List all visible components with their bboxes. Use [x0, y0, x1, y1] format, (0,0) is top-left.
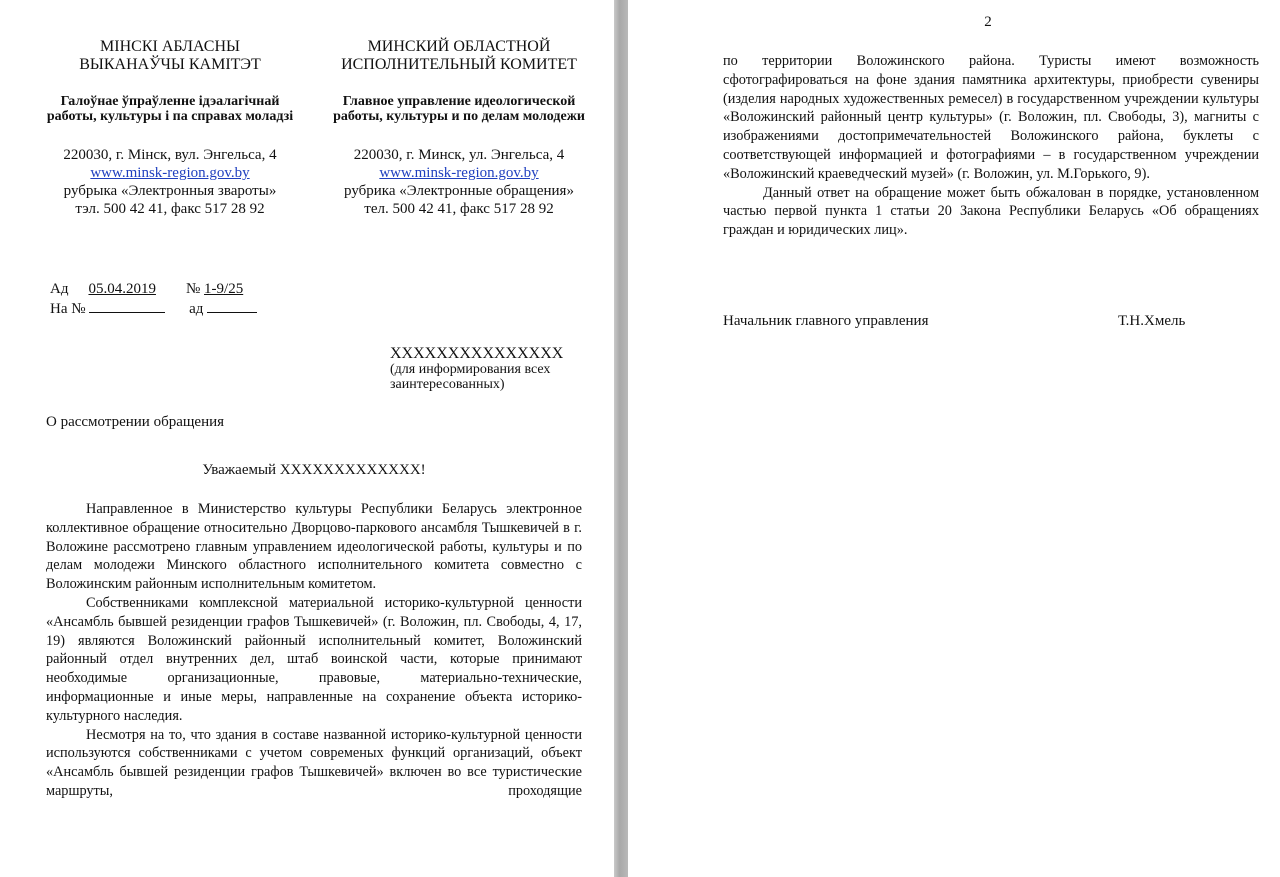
- header-russian: [318, 38, 600, 218]
- phone-ru: тел. 500 42 41, факс 517 28 92: [364, 201, 554, 217]
- ad2-label: ад: [189, 301, 204, 317]
- ad2-date-blank: [207, 299, 257, 313]
- dept-name-by: Галоўнае ўпраўленне ідэалагічнай работы, культуры і па справах моладзі: [46, 94, 294, 124]
- rubric-ru: рубрика «Электронные обращения»: [344, 183, 574, 199]
- document-page-1: [0, 0, 614, 877]
- document-page-2: [628, 0, 1280, 877]
- website-link-ru[interactable]: www.minsk-region.gov.by: [379, 165, 539, 181]
- recipient-note: (для информирования всех заинтересованных): [390, 362, 551, 392]
- registration-block: [50, 280, 290, 319]
- recipient-block: [390, 345, 600, 392]
- page-number: 2: [984, 14, 992, 30]
- org-name-ru-line2: ИСПОЛНИТЕЛЬНЫЙ КОМИТЕТ: [341, 56, 577, 73]
- letter-body-page2: [723, 52, 1259, 240]
- body-paragraph-3: Несмотря на то, что здания в составе названной историко-культурной ценности используются собственниками с учетом современых функций организаций, объект «Ансамбль бывшей резиденции графов Тышкевичей» включен во все туристические маршруты, проходящие: [46, 726, 582, 799]
- appeal-paragraph: Данный ответ на обращение может быть обжалован в порядке, установленном частью первой пункта 1 статьи 20 Закона Республики Беларусь «Об обращениях граждан и юридических лиц».: [723, 184, 1259, 239]
- body-paragraph-1: Направленное в Министерство культуры Республики Беларусь электронное коллективное обращение относительно Дворцово-паркового ансамбля Тышкевичей в г. Воложине рассмотрено главным управлением идеологической работы, культуры и по делам молодежи Минского областного исполнительного комитета совместно с Воложинским районным исполнительным комитетом.: [46, 501, 582, 593]
- subject-line: О рассмотрении обращения: [46, 414, 225, 430]
- address-by: 220030, г. Мінск, вул. Энгельса, 4: [63, 147, 277, 163]
- letter-date: 05.04.2019: [88, 281, 156, 297]
- page-gutter: [614, 0, 628, 877]
- address-ru: 220030, г. Минск, ул. Энгельса, 4: [353, 147, 565, 163]
- ad-label: Ад: [50, 281, 69, 297]
- header-belarusian: [40, 38, 300, 218]
- num-label: №: [185, 281, 201, 297]
- phone-by: тэл. 500 42 41, факс 517 28 92: [75, 201, 265, 217]
- signature-title: Начальник главного управления: [723, 313, 929, 329]
- salutation: Уважаемый XXXXXXXXXXXXX!: [202, 462, 426, 478]
- org-name-by-line1: МІНСКІ АБЛАСНЫ: [100, 38, 240, 55]
- na-label: На №: [50, 301, 86, 317]
- dept-name-ru: Главное управление идеологической работы, культуры и по делам молодежи: [333, 94, 585, 124]
- letter-body-page1: [46, 500, 582, 801]
- recipient-name: XXXXXXXXXXXXXXX: [390, 345, 564, 362]
- body-paragraph-continued: по территории Воложинского района. Туристы имеют возможность сфотографироваться на фоне здания памятника архитектуры, приобрести сувениры (изделия народных художественных ремесел) в государственном учреждении культуры «Воложинский районный центр культуры» (г. Воложин, пл. Свободы, 3), магниты с изображениями достопримечательностей Воложинского района, буклеты с соответствующей информацией и фотографиями – в государственном учреждении «Воложинский краеведческий музей» (г. Воложин, ул. М.Горького, 9).: [723, 53, 1259, 182]
- signature-name: Т.Н.Хмель: [1118, 313, 1186, 329]
- rubric-by: рубрыка «Электронныя звароты»: [63, 183, 277, 199]
- website-link-by[interactable]: www.minsk-region.gov.by: [90, 165, 250, 181]
- letter-number: 1-9/25: [204, 281, 244, 297]
- body-paragraph-2: Собственниками комплексной материальной историко-культурной ценности «Ансамбль бывшей резиденции графов Тышкевичей» (г. Воложин, пл. Свободы, 4, 17, 19) являются Воложинский районный исполнительный комитет, Воложинский районный отдел внутренних дел, штаб воинской части, которые принимают необходимые организационные, правовые, материально-технические, информационные и иные меры, направленные на сохранение объекта историко-культурного наследия.: [46, 594, 582, 724]
- org-name-ru-line1: МИНСКИЙ ОБЛАСТНОЙ: [367, 38, 551, 55]
- org-name-by-line2: ВЫКАНАЎЧЫ КАМІТЭТ: [79, 56, 261, 73]
- na-number-blank: [89, 299, 165, 313]
